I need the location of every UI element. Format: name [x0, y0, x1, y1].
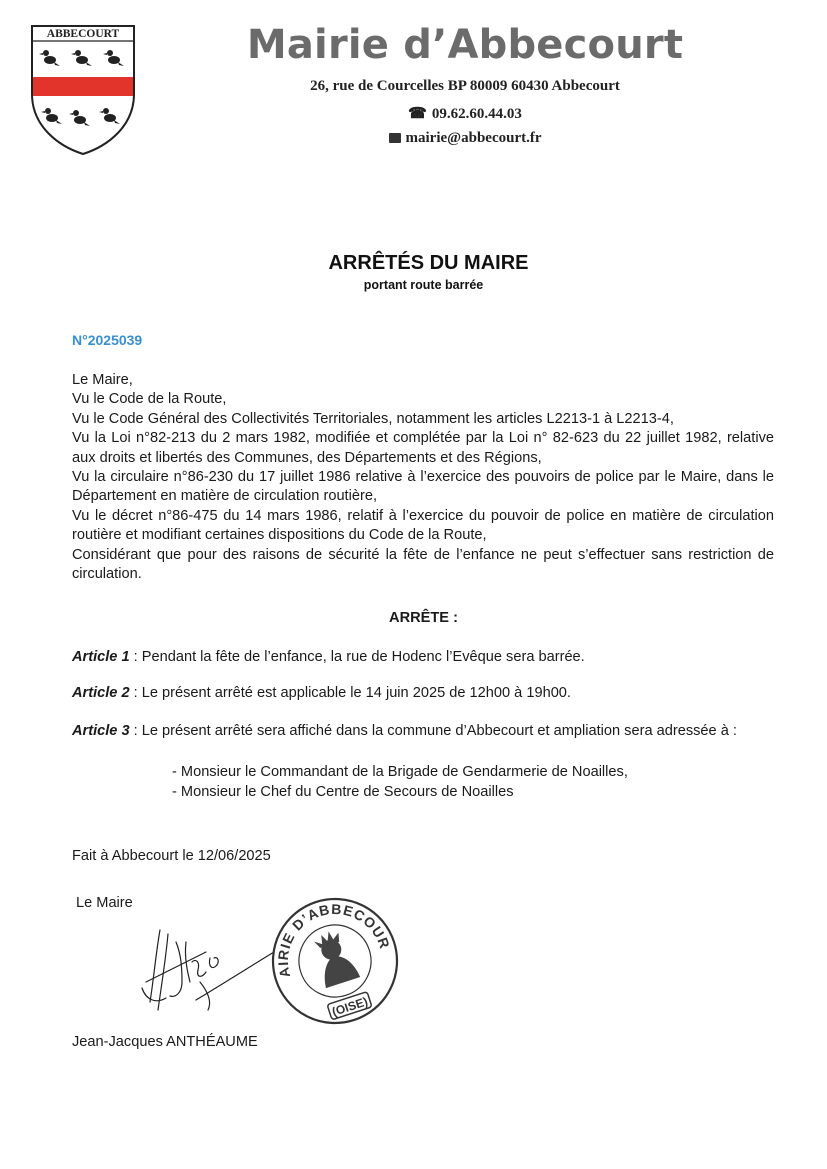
article-label: Article 3 — [72, 723, 130, 739]
reference-number: N°2025039 — [72, 332, 143, 348]
signer-role: Le Maire — [76, 895, 133, 911]
preamble-line: Le Maire, — [72, 372, 133, 388]
recipient-item: - Monsieur le Chef du Centre de Secours de Noailles — [172, 784, 514, 800]
signer-name: Jean-Jacques ANTHÉAUME — [72, 1034, 258, 1050]
recipient-item: - Monsieur le Commandant de la Brigade de Gendarmerie de Noailles, — [172, 764, 628, 780]
phone-line — [200, 104, 730, 123]
org-name: Mairie d’Abbecourt — [246, 22, 684, 68]
article-text: : Le présent arrêté est applicable le 14 juin 2025 de 12h00 à 19h00. — [129, 685, 571, 701]
preamble-line: Considérant que pour des raisons de sécurité la fête de l’enfance ne peut s’effectuer sans restriction de circulation. — [72, 546, 774, 583]
article-label: Article 1 — [72, 649, 130, 665]
marianne-emblem — [310, 927, 361, 989]
preamble-line: Vu le décret n°86-475 du 14 mars 1986, relatif à l’exercice du pouvoir de police en matière de circulation routière et modifiant certaines dispositions du Code de la Route, — [72, 507, 774, 544]
document-subtitle: portant route barrée — [363, 278, 484, 292]
crest-text: ABBECOURT — [46, 28, 120, 40]
preamble-line: Vu le Code Général des Collectivités Territoriales, notamment les articles L2213-1 à L2213-4, — [72, 410, 674, 427]
article-3 — [72, 722, 774, 741]
computer-icon — [389, 133, 401, 143]
article-label: Article 2 — [72, 685, 130, 701]
preamble-line: Vu la Loi n°82-213 du 2 mars 1982, modifiée et complétée par la Loi n° 82-623 du 22 juillet 1982, relative aux droits et libertés des Communes, des Départements et des Régions, — [72, 430, 774, 466]
article-1 — [72, 648, 774, 667]
stamp-top-text: MAIRIE D’ABBECOURT — [274, 900, 394, 980]
official-stamp — [268, 894, 402, 1028]
handwritten-signature — [136, 922, 276, 1014]
recipients-list — [172, 762, 628, 802]
document-title: ARRÊTÉS DU MAIRE — [328, 252, 529, 274]
preamble — [72, 371, 774, 584]
stamp-bottom-text: (OISE) — [330, 994, 370, 1019]
article-2 — [72, 684, 774, 703]
phone-number: 09.62.60.44.03 — [431, 106, 522, 122]
preamble-line: Vu le Code de la Route, — [72, 391, 227, 408]
telephone-icon: ☎ — [408, 106, 427, 122]
address: 26, rue de Courcelles BP 80009 60430 Abbecourt — [310, 78, 620, 94]
article-text: : Pendant la fête de l’enfance, la rue de Hodenc l’Evêque sera barrée. — [129, 649, 585, 665]
signed-at: Fait à Abbecourt le 12/06/2025 — [72, 848, 271, 864]
preamble-line: Vu la circulaire n°86-230 du 17 juillet 1986 relative à l’exercice des pouvoirs de police par le Maire, dans le Département en matière de circulation routière, — [72, 469, 774, 505]
coat-of-arms-logo — [28, 22, 138, 158]
article-text: : Le présent arrêté sera affiché dans la commune d’Abbecourt et ampliation sera adressée à : — [129, 723, 737, 739]
decision-heading: ARRÊTE : — [389, 610, 458, 626]
email-line — [200, 130, 730, 147]
email-address: mairie@abbecourt.fr — [405, 130, 542, 146]
